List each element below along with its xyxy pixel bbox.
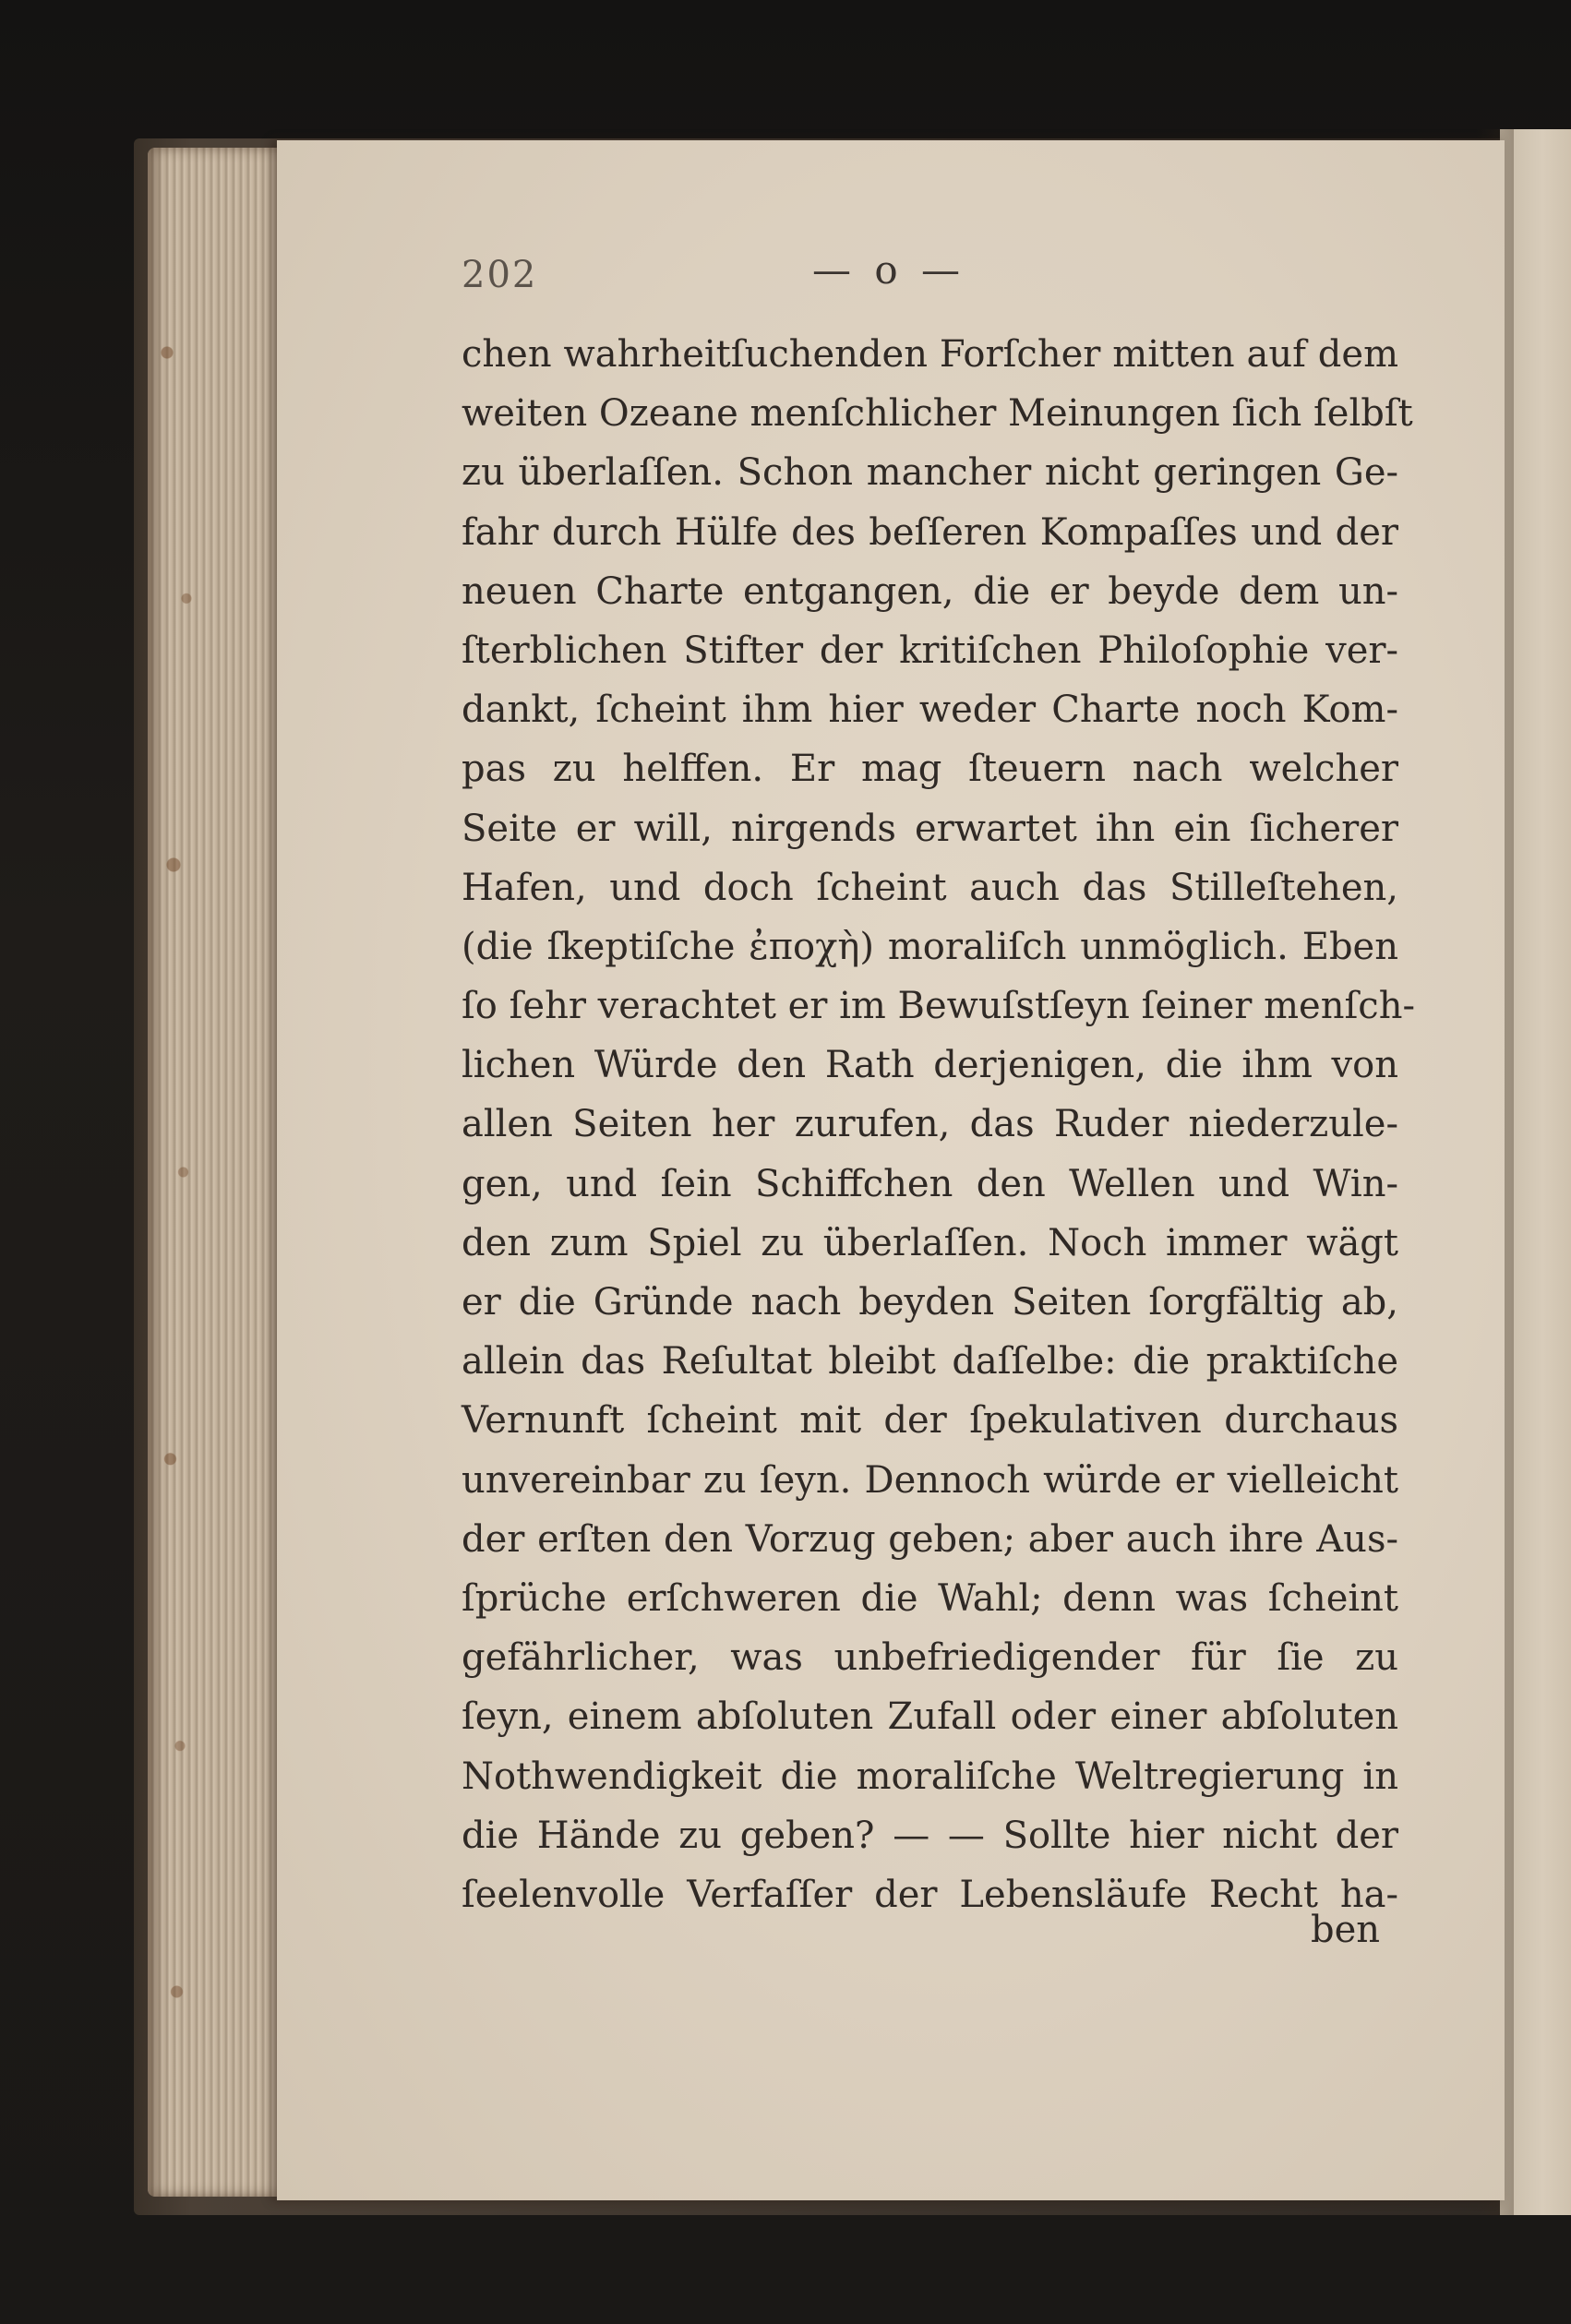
foxing-spots [148,148,212,2197]
text-line: gefährlicher, was unbefriedigender für ſie zu [462,1636,1398,1680]
text-line: dankt, ſcheint ihm hier weder Charte noch Kom- [462,689,1398,732]
text-line: Nothwendigkeit die moraliſche Weltregierung in [462,1755,1398,1798]
text-line: den zum Spiel zu überlaſſen. Noch immer wägt [462,1221,1398,1264]
text-line: ſprüche erſchweren die Wahl; denn was ſcheint [462,1576,1398,1620]
text-line: allen Seiten her zurufen, das Ruder niederzule- [462,1103,1398,1146]
text-line: Hafen, und doch ſcheint auch das Stilleſtehen, [462,866,1398,909]
text-line: allein das Reſultat bleibt daſſelbe: die praktiſche [462,1340,1398,1384]
text-line: pas zu helffen. Er mag ſteuern nach welcher [462,748,1398,791]
text-line: fahr durch Hülfe des beſſeren Kompaſſes und der [462,510,1398,554]
running-head: — o — [812,247,965,293]
page-number: 202 [462,254,538,296]
text-line: die Hände zu geben? — — Sollte hier nicht der [462,1814,1398,1857]
text-line: lichen Würde den Rath derjenigen, die ihm von [462,1044,1398,1087]
text-line: gen, und ſein Schiffchen den Wellen und Win- [462,1162,1398,1205]
text-line: Vernunft ſcheint mit der ſpekulativen durchaus [462,1399,1398,1443]
text-line: der erſten den Vorzug geben; aber auch ihre Aus- [462,1517,1398,1561]
text-line: neuen Charte entgangen, die er beyde dem un- [462,569,1398,613]
text-line: (die ſkeptiſche ἐποχὴ) moraliſch unmöglich. Eben [462,925,1398,968]
text-line: ſeyn, einem abſoluten Zufall oder einer abſoluten [462,1695,1398,1739]
catchword: ben [1311,1909,1381,1951]
text-line: ſeelenvolle Verfaſſer der Lebensläufe Recht ha- [462,1873,1398,1916]
text-line: weiten Ozeane menſchlicher Meinungen ſich ſelbſt [462,392,1413,436]
text-line: chen wahrheitſuchenden Forſcher mitten auf dem [462,333,1398,376]
text-line: unvereinbar zu ſeyn. Dennoch würde er vielleicht [462,1458,1398,1502]
text-line: ſo ſehr verachtet er im Bewuſstſeyn ſeiner menſch- [462,985,1415,1028]
text-line: er die Gründe nach beyden Seiten ſorgfältig ab, [462,1281,1398,1324]
text-line: ſterblichen Stifter der kritiſchen Philoſophie ver- [462,629,1398,672]
body-text [462,325,1415,1924]
text-line: zu überlaſſen. Schon mancher nicht geringen Ge- [462,451,1398,495]
text-line: Seite er will, nirgends erwartet ihn ein ſicherer [462,807,1398,850]
